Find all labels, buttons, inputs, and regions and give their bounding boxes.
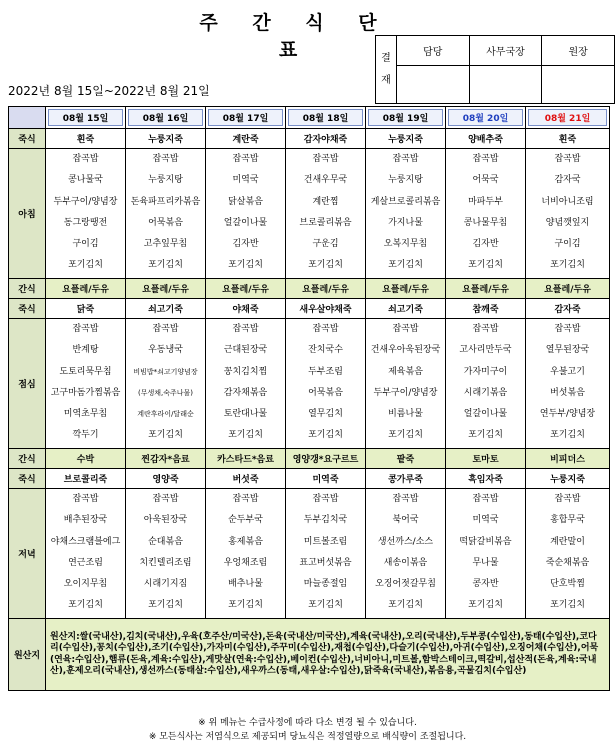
dinner-dish: 잡곡밥 xyxy=(72,494,99,504)
lunch-day-cell xyxy=(126,319,206,449)
snack-2-item: 비피더스 xyxy=(526,449,610,469)
breakfast-dish: 너비아니조림 xyxy=(541,196,594,207)
lunch-dish: 잡곡밥 xyxy=(554,324,581,334)
porridge-1-item: 누룽지죽 xyxy=(366,129,446,149)
dinner-dish: 포기김치 xyxy=(550,600,585,611)
snack-1-label: 간식 xyxy=(9,279,46,299)
lunch-dish: 포기김치 xyxy=(388,430,423,441)
porridge-3-item: 누룽지죽 xyxy=(526,469,610,489)
breakfast-dish: 가지나물 xyxy=(388,217,423,228)
weekly-menu-table xyxy=(8,106,610,691)
porridge-3-item: 미역죽 xyxy=(286,469,366,489)
dinner-dish: 배추나물 xyxy=(228,579,263,590)
lunch-dish: 비름나물 xyxy=(388,409,423,420)
porridge-3-label: 죽식 xyxy=(9,469,46,489)
breakfast-dish: 두부구이/양념장 xyxy=(53,196,118,207)
breakfast-dish: 김자반 xyxy=(232,239,259,250)
porridge-3-item: 흑임자죽 xyxy=(446,469,526,489)
porridge-2-item: 참깨죽 xyxy=(446,299,526,319)
lunch-dish: 고사리만두국 xyxy=(459,345,512,356)
dinner-day-cell xyxy=(526,489,610,619)
lunch-dish: 근대된장국 xyxy=(223,345,268,356)
dinner-day-cell xyxy=(46,489,126,619)
lunch-dish: 꽁치김치찜 xyxy=(223,366,268,377)
breakfast-dish: 구이김 xyxy=(72,239,99,250)
breakfast-dish: 포기김치 xyxy=(468,260,503,271)
breakfast-dish: 누룽지탕 xyxy=(148,175,183,186)
dinner-dish: 치킨텔리조림 xyxy=(139,557,192,568)
dinner-dish: 북어국 xyxy=(392,515,419,526)
lunch-dish: 잡곡밥 xyxy=(152,324,179,334)
porridge-1-label: 죽식 xyxy=(9,129,46,149)
breakfast-dish: 어묵국 xyxy=(472,175,499,186)
lunch-dish: 반계탕 xyxy=(72,345,99,356)
approval-box xyxy=(375,35,615,104)
dinner-day-cell xyxy=(366,489,446,619)
snack-1-item: 요플레/두유 xyxy=(46,279,126,299)
porridge-2-item: 감자죽 xyxy=(526,299,610,319)
snack-2-item: 찐감자*음료 xyxy=(126,449,206,469)
lunch-day-cell xyxy=(206,319,286,449)
dinner-dish: 시래기지짐 xyxy=(143,579,188,590)
origin-text: 원산지:쌀(국내산),김치(국내산),우육(호주산/미국산),돈육(국내산/미국산),계육(국내산),오리(국내산),두부콩(수입산),동태(수입산),코다리(수입산),꽁치(수입산),조기(수입산),가자미(수입산),주꾸미(수입산),재첩(수입산),다슬기(수입산),아귀(수입산),오징어채(수입산),어묵(연육:수입산),햄류(돈육,계육:수입산),게맛살(연육:수입산),베이컨(수입산),너비아니,미트볼,함박스테이크,떡갈비,섭산적(돈육,계육:국내산),훈제오리(국내산),생선까스(동태살:수입산),새우까스(동태,새우살:수입산),닭죽육(국내산),볶음용,곡물김치(수입산) xyxy=(46,619,610,691)
dinner-dish: 단호박찜 xyxy=(550,579,585,590)
lunch-dish: 잡곡밥 xyxy=(232,324,259,334)
lunch-dish: 시래기볶음 xyxy=(463,387,508,398)
day-header xyxy=(526,107,610,129)
snack-1-row xyxy=(9,279,610,299)
approval-header-director: 사무국장 xyxy=(469,36,542,66)
lunch-dish: 두부조림 xyxy=(308,366,343,377)
lunch-dish: 감자채볶음 xyxy=(223,387,268,398)
snack-2-item: 영양갱*요구르트 xyxy=(286,449,366,469)
porridge-1-item: 흰죽 xyxy=(526,129,610,149)
snack-2-item: 수박 xyxy=(46,449,126,469)
porridge-3-item: 영양죽 xyxy=(126,469,206,489)
breakfast-dish: 어묵볶음 xyxy=(148,217,183,228)
breakfast-dish: 얼갈이나물 xyxy=(223,217,268,228)
lunch-dish: 우불고기 xyxy=(550,366,585,377)
approval-sign-manager[interactable] xyxy=(396,66,469,104)
day-header xyxy=(46,107,126,129)
lunch-row xyxy=(9,319,610,449)
porridge-3-item: 버섯죽 xyxy=(206,469,286,489)
lunch-day-cell xyxy=(366,319,446,449)
breakfast-day-cell xyxy=(46,149,126,279)
dinner-dish: 포기김치 xyxy=(308,600,343,611)
lunch-dish: 도토리묵무침 xyxy=(59,366,112,377)
lunch-dish: 제육볶음 xyxy=(388,366,423,377)
breakfast-dish: 고추잎무침 xyxy=(143,239,188,250)
snack-2-label: 간식 xyxy=(9,449,46,469)
snack-1-item: 요플레/두유 xyxy=(286,279,366,299)
lunch-dish: 포기김치 xyxy=(148,430,183,441)
dinner-dish: 포기김치 xyxy=(228,600,263,611)
breakfast-day-cell xyxy=(286,149,366,279)
dinner-day-cell xyxy=(206,489,286,619)
approval-header-manager: 담당 xyxy=(396,36,469,66)
breakfast-dish: 동그랑땡전 xyxy=(63,217,108,228)
porridge-2-item: 새우살야채죽 xyxy=(286,299,366,319)
lunch-day-cell xyxy=(46,319,126,449)
lunch-dish: 두부구이/양념장 xyxy=(373,387,438,398)
dinner-dish: 계란말이 xyxy=(550,536,585,547)
dinner-dish: 생선까스/소스 xyxy=(377,536,434,547)
porridge-2-label: 죽식 xyxy=(9,299,46,319)
lunch-dish: (무생채,숙주나물) xyxy=(137,388,194,397)
dinner-dish: 아욱된장국 xyxy=(143,515,188,526)
breakfast-day-cell xyxy=(206,149,286,279)
breakfast-dish: 구운김 xyxy=(312,239,339,250)
porridge-1-item: 흰죽 xyxy=(46,129,126,149)
breakfast-dish: 누룽지탕 xyxy=(388,175,423,186)
breakfast-dish: 브로콜리볶음 xyxy=(299,217,352,228)
breakfast-dish: 포기김치 xyxy=(388,260,423,271)
porridge-1-item: 양배추죽 xyxy=(446,129,526,149)
dinner-dish: 잡곡밥 xyxy=(554,494,581,504)
snack-1-item: 요플레/두유 xyxy=(526,279,610,299)
dinner-dish: 죽순채볶음 xyxy=(545,557,590,568)
lunch-dish: 미역초무침 xyxy=(63,409,108,420)
lunch-day-cell xyxy=(526,319,610,449)
breakfast-dish: 포기김치 xyxy=(308,260,343,271)
dinner-dish: 미트볼조림 xyxy=(303,536,348,547)
lunch-dish: 우동냉국 xyxy=(148,345,183,356)
dinner-dish: 콩자반 xyxy=(472,579,499,590)
approval-header-head: 원장 xyxy=(542,36,615,66)
breakfast-dish: 미역국 xyxy=(232,175,259,186)
day-label: 08월 16일 xyxy=(128,109,203,126)
lunch-dish: 건새우아욱된장국 xyxy=(370,345,441,356)
lunch-dish: 가자미구이 xyxy=(463,366,508,377)
lunch-dish: 포기김치 xyxy=(468,430,503,441)
lunch-dish: 고구마돔가찜볶음 xyxy=(50,387,121,398)
menu-period: 2022년 8월 15일~2022년 8월 21일 xyxy=(8,84,210,98)
origin-label: 원산지 xyxy=(9,619,46,691)
porridge-1-row xyxy=(9,129,610,149)
breakfast-dish: 닭살볶음 xyxy=(228,196,263,207)
dinner-dish: 표고버섯볶음 xyxy=(299,557,352,568)
day-header xyxy=(126,107,206,129)
porridge-3-item: 콩가루죽 xyxy=(366,469,446,489)
page-title: 주 간 식 단 표 xyxy=(199,12,391,61)
lunch-day-cell xyxy=(446,319,526,449)
porridge-2-item: 쇠고기죽 xyxy=(366,299,446,319)
corner-cell xyxy=(9,107,46,129)
snack-2-row xyxy=(9,449,610,469)
breakfast-dish: 잡곡밥 xyxy=(72,154,99,164)
lunch-dish: 열무김치 xyxy=(308,409,343,420)
breakfast-dish: 잡곡밥 xyxy=(472,154,499,164)
dinner-dish: 순두부국 xyxy=(228,515,263,526)
day-label: 08월 21일 xyxy=(528,109,607,126)
breakfast-dish: 잡곡밥 xyxy=(392,154,419,164)
breakfast-dish: 오복지무침 xyxy=(383,239,428,250)
lunch-dish: 비빔밥*쇠고기양념장 xyxy=(133,367,198,376)
porridge-2-item: 쇠고기죽 xyxy=(126,299,206,319)
dinner-dish: 잡곡밥 xyxy=(232,494,259,504)
breakfast-dish: 잡곡밥 xyxy=(554,154,581,164)
breakfast-label: 아침 xyxy=(9,149,46,279)
lunch-dish: 잡곡밥 xyxy=(312,324,339,334)
snack-2-item: 카스타드*음료 xyxy=(206,449,286,469)
approval-sign-director[interactable] xyxy=(469,66,542,104)
breakfast-dish: 포기김치 xyxy=(68,260,103,271)
lunch-dish: 열무된장국 xyxy=(545,345,590,356)
dinner-dish: 배추된장국 xyxy=(63,515,108,526)
day-header xyxy=(286,107,366,129)
breakfast-dish: 감자국 xyxy=(554,175,581,186)
breakfast-day-cell xyxy=(126,149,206,279)
dinner-dish: 순대볶음 xyxy=(148,536,183,547)
breakfast-day-cell xyxy=(526,149,610,279)
lunch-dish: 잡곡밥 xyxy=(72,324,99,334)
dinner-dish: 오징어젓갈무침 xyxy=(375,579,436,590)
breakfast-dish: 포기김치 xyxy=(148,260,183,271)
dinner-dish: 새송이볶음 xyxy=(383,557,428,568)
lunch-dish: 어묵볶음 xyxy=(308,387,343,398)
dinner-dish: 무나물 xyxy=(472,557,499,568)
lunch-dish: 잡곡밥 xyxy=(392,324,419,334)
approval-side-label: 결 재 xyxy=(376,36,397,104)
dinner-dish: 잡곡밥 xyxy=(472,494,499,504)
dinner-dish: 잡곡밥 xyxy=(312,494,339,504)
lunch-dish: 연두부/양념장 xyxy=(539,409,596,420)
lunch-day-cell xyxy=(286,319,366,449)
breakfast-dish: 게살브로콜리볶음 xyxy=(370,196,441,207)
day-header xyxy=(446,107,526,129)
dinner-row xyxy=(9,489,610,619)
dinner-dish: 잡곡밥 xyxy=(152,494,179,504)
approval-sign-head[interactable] xyxy=(542,66,615,104)
snack-1-item: 요플레/두유 xyxy=(366,279,446,299)
breakfast-dish: 잡곡밥 xyxy=(232,154,259,164)
dinner-dish: 포기김치 xyxy=(68,600,103,611)
porridge-2-item: 닭죽 xyxy=(46,299,126,319)
day-header-row xyxy=(9,107,610,129)
day-label: 08월 18일 xyxy=(288,109,363,126)
day-label: 08월 17일 xyxy=(208,109,283,126)
dinner-dish: 포기김치 xyxy=(148,600,183,611)
dinner-day-cell xyxy=(126,489,206,619)
breakfast-dish: 돈육파프리카볶음 xyxy=(130,196,201,207)
day-header xyxy=(206,107,286,129)
lunch-dish: 포기김치 xyxy=(228,430,263,441)
breakfast-dish: 마파두부 xyxy=(468,196,503,207)
porridge-3-row xyxy=(9,469,610,489)
dinner-dish: 미역국 xyxy=(472,515,499,526)
dinner-dish: 포기김치 xyxy=(468,600,503,611)
breakfast-dish: 계란찜 xyxy=(312,196,339,207)
breakfast-dish: 잡곡밥 xyxy=(152,154,179,164)
lunch-label: 점심 xyxy=(9,319,46,449)
porridge-1-item: 계란죽 xyxy=(206,129,286,149)
snack-1-item: 요플레/두유 xyxy=(206,279,286,299)
dinner-dish: 홍제볶음 xyxy=(228,536,263,547)
lunch-dish: 포기김치 xyxy=(550,430,585,441)
breakfast-dish: 구이김 xyxy=(554,239,581,250)
dinner-dish: 두부김치국 xyxy=(303,515,348,526)
breakfast-row xyxy=(9,149,610,279)
porridge-2-row xyxy=(9,299,610,319)
day-header xyxy=(366,107,446,129)
breakfast-dish: 콩나물국 xyxy=(68,175,103,186)
breakfast-dish: 양념깻잎지 xyxy=(545,217,590,228)
dinner-dish: 마늘종절임 xyxy=(303,579,348,590)
lunch-dish: 얼갈이나물 xyxy=(463,409,508,420)
day-label: 08월 19일 xyxy=(368,109,443,126)
lunch-dish: 깍두기 xyxy=(72,430,99,441)
breakfast-dish: 포기김치 xyxy=(228,260,263,271)
breakfast-dish: 김자반 xyxy=(472,239,499,250)
breakfast-day-cell xyxy=(366,149,446,279)
note-menu-change: ※ 위 메뉴는 수급사정에 따라 다소 변경 될 수 있습니다. xyxy=(198,718,417,728)
snack-1-item: 요플레/두유 xyxy=(126,279,206,299)
dinner-dish: 연근조림 xyxy=(68,557,103,568)
breakfast-dish: 건새우무국 xyxy=(303,175,348,186)
dinner-dish: 야채스크램블에그 xyxy=(50,536,121,547)
dinner-dish: 떡닭갈비볶음 xyxy=(459,536,512,547)
porridge-2-item: 야채죽 xyxy=(206,299,286,319)
breakfast-dish: 콩나물무침 xyxy=(463,217,508,228)
dinner-day-cell xyxy=(446,489,526,619)
note-low-salt: ※ 모든식사는 저염식으로 제공되며 당뇨식은 적정열량으로 배식량이 조절됩니다. xyxy=(148,732,467,742)
breakfast-day-cell xyxy=(446,149,526,279)
origin-row xyxy=(9,619,610,691)
lunch-dish: 버섯볶음 xyxy=(550,387,585,398)
day-label: 08월 20일 xyxy=(448,109,523,126)
lunch-dish: 토란대나물 xyxy=(223,409,268,420)
snack-1-item: 요플레/두유 xyxy=(446,279,526,299)
dinner-dish: 잡곡밥 xyxy=(392,494,419,504)
snack-2-item: 팥죽 xyxy=(366,449,446,469)
breakfast-dish: 포기김치 xyxy=(550,260,585,271)
porridge-3-item: 브로콜리죽 xyxy=(46,469,126,489)
breakfast-dish: 잡곡밥 xyxy=(312,154,339,164)
day-label: 08월 15일 xyxy=(48,109,123,126)
lunch-dish: 계란후라이/달래순 xyxy=(137,410,194,419)
lunch-dish: 잔치국수 xyxy=(308,345,343,356)
dinner-dish: 오이지무침 xyxy=(63,579,108,590)
snack-2-item: 토마토 xyxy=(446,449,526,469)
dinner-label: 저녁 xyxy=(9,489,46,619)
porridge-1-item: 누룽지죽 xyxy=(126,129,206,149)
dinner-day-cell xyxy=(286,489,366,619)
porridge-1-item: 감자야채죽 xyxy=(286,129,366,149)
dinner-dish: 포기김치 xyxy=(388,600,423,611)
dinner-dish: 우엉채조림 xyxy=(223,557,268,568)
lunch-dish: 포기김치 xyxy=(308,430,343,441)
lunch-dish: 잡곡밥 xyxy=(472,324,499,334)
dinner-dish: 홍합무국 xyxy=(550,515,585,526)
